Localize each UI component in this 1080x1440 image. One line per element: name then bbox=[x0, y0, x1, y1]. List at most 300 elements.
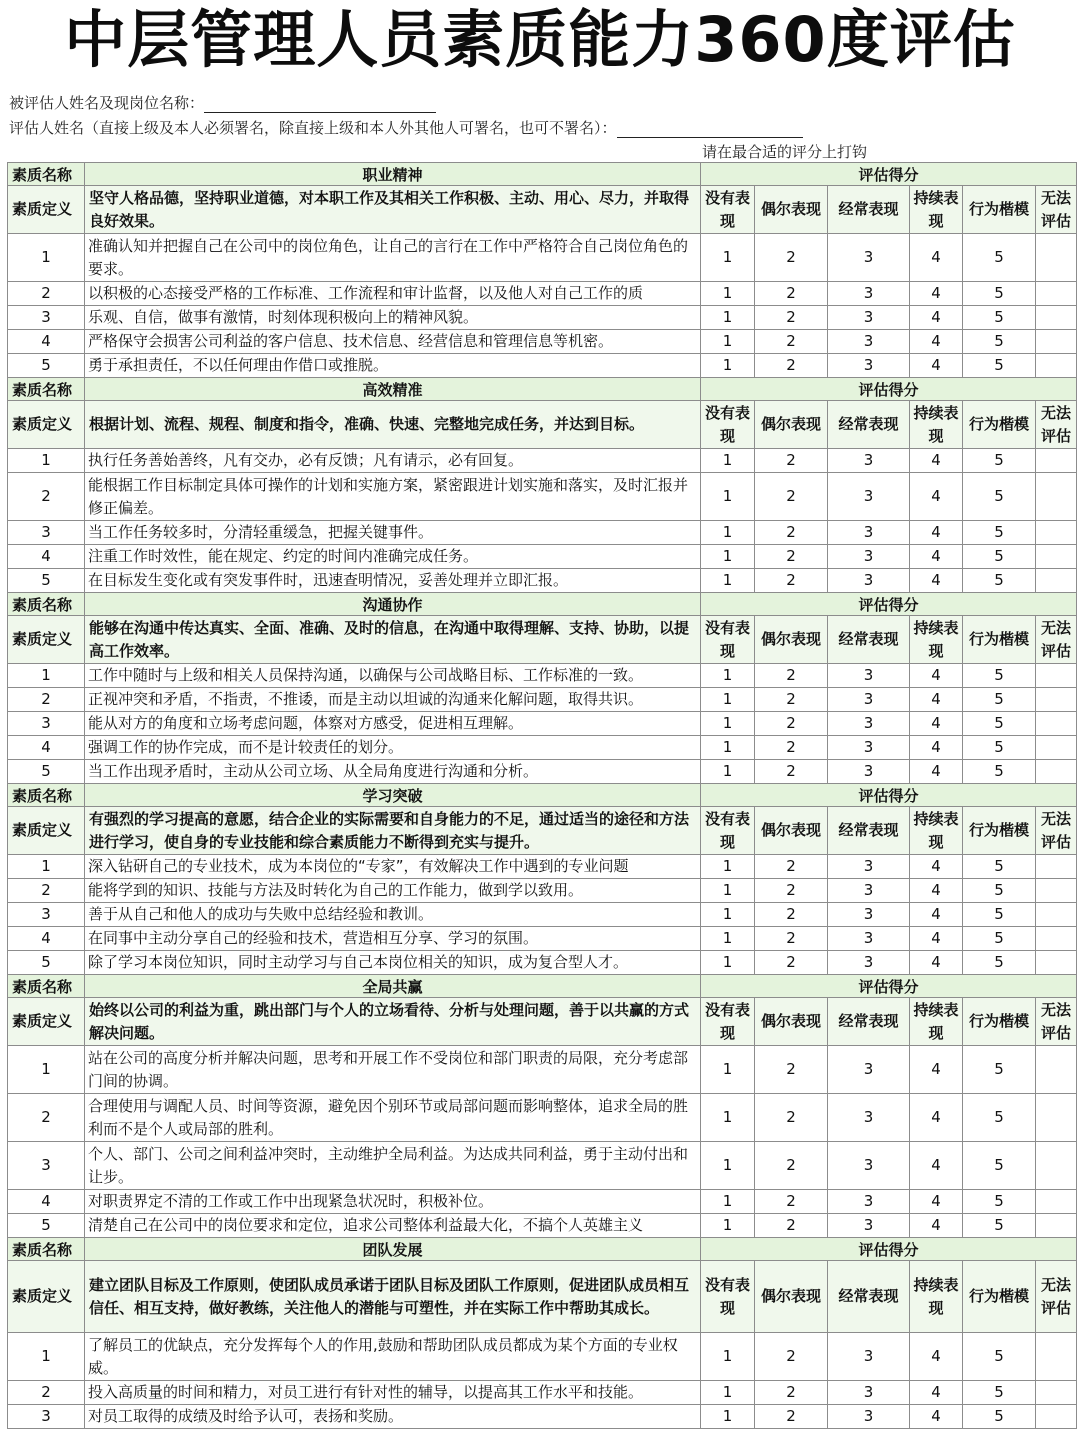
item-row bbox=[8, 545, 1077, 569]
score-option[interactable]: 5 bbox=[963, 521, 1036, 545]
level-header: 偶尔表现 bbox=[755, 186, 828, 234]
score-option[interactable]: 1 bbox=[701, 879, 755, 903]
level-header: 偶尔表现 bbox=[755, 401, 828, 449]
score-option[interactable]: 2 bbox=[755, 1142, 828, 1190]
level-header: 没有表现 bbox=[701, 401, 755, 449]
score-option[interactable]: 4 bbox=[910, 1142, 963, 1190]
item-text: 在目标发生变化或有突发事件时，迅速查明情况，妥善处理并立即汇报。 bbox=[85, 569, 701, 593]
score-option[interactable]: 2 bbox=[755, 927, 828, 951]
score-option[interactable]: 5 bbox=[963, 1405, 1036, 1429]
name-label: 素质名称 bbox=[8, 593, 85, 616]
level-header: 偶尔表现 bbox=[755, 1261, 828, 1333]
score-option[interactable]: 2 bbox=[755, 569, 828, 593]
score-option[interactable]: 5 bbox=[963, 1214, 1036, 1238]
section-header-row bbox=[8, 784, 1077, 807]
not-assessable-option[interactable] bbox=[1036, 354, 1077, 378]
score-option[interactable]: 1 bbox=[701, 1094, 755, 1142]
score-option[interactable]: 3 bbox=[828, 879, 910, 903]
level-header: 没有表现 bbox=[701, 186, 755, 234]
score-option[interactable]: 4 bbox=[910, 903, 963, 927]
score-option[interactable]: 2 bbox=[755, 449, 828, 473]
level-header: 行为楷模 bbox=[963, 807, 1036, 855]
score-option[interactable]: 1 bbox=[701, 736, 755, 760]
item-number: 4 bbox=[8, 545, 85, 569]
not-assessable-option[interactable] bbox=[1036, 282, 1077, 306]
score-option[interactable]: 1 bbox=[701, 330, 755, 354]
item-text: 注重工作时效性，能在规定、约定的时间内准确完成任务。 bbox=[85, 545, 701, 569]
score-option[interactable]: 3 bbox=[828, 521, 910, 545]
item-text: 能从对方的角度和立场考虑问题，体察对方感受，促进相互理解。 bbox=[85, 712, 701, 736]
score-option[interactable]: 3 bbox=[828, 712, 910, 736]
item-text: 正视冲突和矛盾，不指责，不推诿，而是主动以坦诚的沟通来化解问题，取得共识。 bbox=[85, 688, 701, 712]
item-text: 乐观、自信，做事有激情，时刻体现积极向上的精神风貌。 bbox=[85, 306, 701, 330]
score-option[interactable]: 3 bbox=[828, 951, 910, 975]
score-option[interactable]: 4 bbox=[910, 736, 963, 760]
score-option[interactable]: 5 bbox=[963, 306, 1036, 330]
level-header: 无法评估 bbox=[1036, 616, 1077, 664]
level-header: 行为楷模 bbox=[963, 616, 1036, 664]
level-header: 持续表现 bbox=[910, 401, 963, 449]
item-row bbox=[8, 282, 1077, 306]
score-option[interactable]: 2 bbox=[755, 1190, 828, 1214]
score-option[interactable]: 2 bbox=[755, 664, 828, 688]
not-assessable-option[interactable] bbox=[1036, 736, 1077, 760]
section-definition-row bbox=[8, 616, 1077, 664]
level-header: 无法评估 bbox=[1036, 998, 1077, 1046]
score-option[interactable]: 1 bbox=[701, 688, 755, 712]
level-header: 偶尔表现 bbox=[755, 807, 828, 855]
score-option[interactable]: 2 bbox=[755, 330, 828, 354]
score-option[interactable]: 1 bbox=[701, 234, 755, 282]
score-option[interactable]: 5 bbox=[963, 234, 1036, 282]
definition-label: 素质定义 bbox=[8, 807, 85, 855]
score-option[interactable]: 2 bbox=[755, 545, 828, 569]
score-option[interactable]: 1 bbox=[701, 1190, 755, 1214]
evaluator-label: 评估人姓名（直接上级及本人必须署名，除直接上级和本人外其他人可署名，也可不署名）： bbox=[9, 119, 617, 137]
score-option[interactable]: 3 bbox=[828, 664, 910, 688]
score-option[interactable]: 4 bbox=[910, 1381, 963, 1405]
item-number: 1 bbox=[8, 234, 85, 282]
not-assessable-option[interactable] bbox=[1036, 855, 1077, 879]
score-option[interactable]: 3 bbox=[828, 927, 910, 951]
item-text: 准确认知并把握自己在公司中的岗位角色，让自己的言行在工作中严格符合自己岗位角色的要求。 bbox=[85, 234, 701, 282]
level-header: 没有表现 bbox=[701, 616, 755, 664]
section-name: 学习突破 bbox=[85, 784, 701, 807]
score-option[interactable]: 5 bbox=[963, 545, 1036, 569]
score-option[interactable]: 1 bbox=[701, 545, 755, 569]
level-header: 持续表现 bbox=[910, 186, 963, 234]
score-option[interactable]: 2 bbox=[755, 855, 828, 879]
section-name: 团队发展 bbox=[85, 1238, 701, 1261]
score-option[interactable]: 4 bbox=[910, 330, 963, 354]
level-header: 偶尔表现 bbox=[755, 998, 828, 1046]
score-option[interactable]: 4 bbox=[910, 1094, 963, 1142]
item-row bbox=[8, 1046, 1077, 1094]
item-text: 勇于承担责任，不以任何理由作借口或推脱。 bbox=[85, 354, 701, 378]
score-option[interactable]: 3 bbox=[828, 1190, 910, 1214]
level-header: 无法评估 bbox=[1036, 401, 1077, 449]
score-option[interactable]: 3 bbox=[828, 1094, 910, 1142]
score-option[interactable]: 5 bbox=[963, 927, 1036, 951]
score-option[interactable]: 1 bbox=[701, 903, 755, 927]
section-definition-row bbox=[8, 998, 1077, 1046]
score-option[interactable]: 1 bbox=[701, 1381, 755, 1405]
not-assessable-option[interactable] bbox=[1036, 1094, 1077, 1142]
item-text: 执行任务善始善终，凡有交办，必有反馈；凡有请示，必有回复。 bbox=[85, 449, 701, 473]
score-option[interactable]: 1 bbox=[701, 449, 755, 473]
score-option[interactable]: 2 bbox=[755, 1094, 828, 1142]
not-assessable-option[interactable] bbox=[1036, 1405, 1077, 1429]
score-option[interactable]: 1 bbox=[701, 1142, 755, 1190]
item-row bbox=[8, 1190, 1077, 1214]
score-option[interactable]: 2 bbox=[755, 1046, 828, 1094]
score-option[interactable]: 2 bbox=[755, 951, 828, 975]
item-row bbox=[8, 903, 1077, 927]
score-option[interactable]: 4 bbox=[910, 1046, 963, 1094]
score-option[interactable]: 5 bbox=[963, 282, 1036, 306]
item-number: 1 bbox=[8, 1333, 85, 1381]
level-header: 没有表现 bbox=[701, 807, 755, 855]
score-option[interactable]: 1 bbox=[701, 282, 755, 306]
score-option[interactable]: 3 bbox=[828, 1214, 910, 1238]
score-option[interactable]: 3 bbox=[828, 545, 910, 569]
level-header: 偶尔表现 bbox=[755, 616, 828, 664]
evaluator-line bbox=[9, 117, 803, 138]
item-number: 5 bbox=[8, 1214, 85, 1238]
not-assessable-option[interactable] bbox=[1036, 903, 1077, 927]
item-text: 工作中随时与上级和相关人员保持沟通，以确保与公司战略目标、工作标准的一致。 bbox=[85, 664, 701, 688]
item-row bbox=[8, 234, 1077, 282]
section-header-row bbox=[8, 975, 1077, 998]
section-definition-row bbox=[8, 1261, 1077, 1333]
section-definition-row bbox=[8, 186, 1077, 234]
score-option[interactable]: 5 bbox=[963, 736, 1036, 760]
item-number: 2 bbox=[8, 1094, 85, 1142]
not-assessable-option[interactable] bbox=[1036, 879, 1077, 903]
score-option[interactable]: 3 bbox=[828, 569, 910, 593]
section-name: 高效精准 bbox=[85, 378, 701, 401]
item-text: 深入钻研自己的专业技术，成为本岗位的“专家”，有效解决工作中遇到的专业问题 bbox=[85, 855, 701, 879]
score-option[interactable]: 1 bbox=[701, 306, 755, 330]
score-option[interactable]: 4 bbox=[910, 855, 963, 879]
item-row bbox=[8, 569, 1077, 593]
level-header: 无法评估 bbox=[1036, 807, 1077, 855]
score-option[interactable]: 1 bbox=[701, 354, 755, 378]
page-title: 中层管理人员素质能力360度评估 bbox=[64, 3, 1016, 76]
score-option[interactable]: 2 bbox=[755, 1405, 828, 1429]
score-option[interactable]: 3 bbox=[828, 1142, 910, 1190]
item-number: 3 bbox=[8, 1405, 85, 1429]
item-row bbox=[8, 1333, 1077, 1381]
score-option[interactable]: 1 bbox=[701, 473, 755, 521]
score-option[interactable]: 3 bbox=[828, 1381, 910, 1405]
score-option[interactable]: 1 bbox=[701, 1405, 755, 1429]
item-number: 2 bbox=[8, 879, 85, 903]
score-option[interactable]: 2 bbox=[755, 1333, 828, 1381]
instruction-hint: 请在最合适的评分上打钩 bbox=[702, 143, 868, 161]
score-option[interactable]: 5 bbox=[963, 855, 1036, 879]
item-number: 3 bbox=[8, 306, 85, 330]
section-name: 全局共赢 bbox=[85, 975, 701, 998]
item-text: 投入高质量的时间和精力，对员工进行有针对性的辅导，以提高其工作水平和技能。 bbox=[85, 1381, 701, 1405]
item-number: 3 bbox=[8, 1142, 85, 1190]
level-header: 无法评估 bbox=[1036, 1261, 1077, 1333]
not-assessable-option[interactable] bbox=[1036, 1214, 1077, 1238]
level-header: 经常表现 bbox=[828, 186, 910, 234]
item-row bbox=[8, 354, 1077, 378]
score-option[interactable]: 1 bbox=[701, 951, 755, 975]
not-assessable-option[interactable] bbox=[1036, 521, 1077, 545]
score-option[interactable]: 3 bbox=[828, 449, 910, 473]
score-option[interactable]: 5 bbox=[963, 1046, 1036, 1094]
name-label: 素质名称 bbox=[8, 378, 85, 401]
item-row bbox=[8, 712, 1077, 736]
item-number: 1 bbox=[8, 1046, 85, 1094]
score-option[interactable]: 3 bbox=[828, 306, 910, 330]
score-option[interactable]: 5 bbox=[963, 1190, 1036, 1214]
item-row bbox=[8, 1094, 1077, 1142]
score-option[interactable]: 4 bbox=[910, 473, 963, 521]
score-header: 评估得分 bbox=[701, 784, 1077, 807]
score-option[interactable]: 4 bbox=[910, 688, 963, 712]
not-assessable-option[interactable] bbox=[1036, 760, 1077, 784]
item-number: 4 bbox=[8, 927, 85, 951]
score-option[interactable]: 2 bbox=[755, 1381, 828, 1405]
level-header: 没有表现 bbox=[701, 998, 755, 1046]
score-option[interactable]: 2 bbox=[755, 473, 828, 521]
score-option[interactable]: 4 bbox=[910, 569, 963, 593]
score-option[interactable]: 5 bbox=[963, 1094, 1036, 1142]
score-option[interactable]: 5 bbox=[963, 1381, 1036, 1405]
score-option[interactable]: 4 bbox=[910, 664, 963, 688]
score-option[interactable]: 4 bbox=[910, 927, 963, 951]
score-option[interactable]: 1 bbox=[701, 1333, 755, 1381]
score-option[interactable]: 2 bbox=[755, 879, 828, 903]
not-assessable-option[interactable] bbox=[1036, 664, 1077, 688]
score-option[interactable]: 5 bbox=[963, 664, 1036, 688]
item-text: 严格保守会损害公司利益的客户信息、技术信息、经营信息和管理信息等机密。 bbox=[85, 330, 701, 354]
score-option[interactable]: 4 bbox=[910, 760, 963, 784]
score-option[interactable]: 3 bbox=[828, 688, 910, 712]
item-number: 4 bbox=[8, 736, 85, 760]
evaluation-table bbox=[7, 162, 1077, 1429]
section-definition-row bbox=[8, 807, 1077, 855]
score-option[interactable]: 5 bbox=[963, 760, 1036, 784]
section-definition: 始终以公司的利益为重，跳出部门与个人的立场看待、分析与处理问题，善于以共赢的方式解决问题。 bbox=[85, 998, 701, 1046]
section-definition: 有强烈的学习提高的意愿，结合企业的实际需要和自身能力的不足，通过适当的途径和方法进行学习，使自身的专业技能和综合素质能力不断得到充实与提升。 bbox=[85, 807, 701, 855]
score-option[interactable]: 4 bbox=[910, 1333, 963, 1381]
score-option[interactable]: 3 bbox=[828, 234, 910, 282]
not-assessable-option[interactable] bbox=[1036, 1046, 1077, 1094]
item-text: 清楚自己在公司中的岗位要求和定位，追求公司整体利益最大化，不搞个人英雄主义 bbox=[85, 1214, 701, 1238]
item-text: 能将学到的知识、技能与方法及时转化为自己的工作能力，做到学以致用。 bbox=[85, 879, 701, 903]
level-header: 行为楷模 bbox=[963, 1261, 1036, 1333]
score-header: 评估得分 bbox=[701, 378, 1077, 401]
score-option[interactable]: 5 bbox=[963, 473, 1036, 521]
name-label: 素质名称 bbox=[8, 163, 85, 186]
score-option[interactable]: 5 bbox=[963, 951, 1036, 975]
score-option[interactable]: 1 bbox=[701, 927, 755, 951]
not-assessable-option[interactable] bbox=[1036, 1190, 1077, 1214]
score-option[interactable]: 4 bbox=[910, 951, 963, 975]
score-option[interactable]: 2 bbox=[755, 712, 828, 736]
score-option[interactable]: 5 bbox=[963, 879, 1036, 903]
not-assessable-option[interactable] bbox=[1036, 569, 1077, 593]
not-assessable-option[interactable] bbox=[1036, 545, 1077, 569]
item-text: 了解员工的优缺点，充分发挥每个人的作用,鼓励和帮助团队成员都成为某个方面的专业权威。 bbox=[85, 1333, 701, 1381]
item-row bbox=[8, 951, 1077, 975]
score-option[interactable]: 4 bbox=[910, 545, 963, 569]
score-option[interactable]: 1 bbox=[701, 1046, 755, 1094]
item-row bbox=[8, 927, 1077, 951]
level-header: 经常表现 bbox=[828, 616, 910, 664]
item-row bbox=[8, 855, 1077, 879]
item-number: 5 bbox=[8, 569, 85, 593]
score-option[interactable]: 5 bbox=[963, 1142, 1036, 1190]
score-option[interactable]: 2 bbox=[755, 521, 828, 545]
score-option[interactable]: 1 bbox=[701, 855, 755, 879]
not-assessable-option[interactable] bbox=[1036, 712, 1077, 736]
item-row bbox=[8, 449, 1077, 473]
item-row bbox=[8, 664, 1077, 688]
not-assessable-option[interactable] bbox=[1036, 927, 1077, 951]
score-option[interactable]: 4 bbox=[910, 234, 963, 282]
evaluatee-line bbox=[9, 92, 436, 113]
level-header: 行为楷模 bbox=[963, 401, 1036, 449]
section-definition: 坚守人格品德，坚持职业道德，对本职工作及其相关工作积极、主动、用心、尽力，并取得良好效果。 bbox=[85, 186, 701, 234]
item-number: 2 bbox=[8, 688, 85, 712]
not-assessable-option[interactable] bbox=[1036, 1381, 1077, 1405]
item-text: 当工作出现矛盾时，主动从公司立场、从全局角度进行沟通和分析。 bbox=[85, 760, 701, 784]
score-option[interactable]: 5 bbox=[963, 449, 1036, 473]
evaluatee-blank[interactable] bbox=[204, 96, 436, 113]
score-option[interactable]: 1 bbox=[701, 569, 755, 593]
score-option[interactable]: 5 bbox=[963, 569, 1036, 593]
score-option[interactable]: 4 bbox=[910, 1405, 963, 1429]
item-text: 以积极的心态接受严格的工作标准、工作流程和审计监督，以及他人对自己工作的质 bbox=[85, 282, 701, 306]
item-text: 对员工取得的成绩及时给予认可，表扬和奖励。 bbox=[85, 1405, 701, 1429]
level-header: 持续表现 bbox=[910, 1261, 963, 1333]
not-assessable-option[interactable] bbox=[1036, 1142, 1077, 1190]
level-header: 经常表现 bbox=[828, 401, 910, 449]
item-text: 能根据工作目标制定具体可操作的计划和实施方案，紧密跟进计划实施和落实，及时汇报并修正偏差。 bbox=[85, 473, 701, 521]
score-option[interactable]: 4 bbox=[910, 354, 963, 378]
score-option[interactable]: 3 bbox=[828, 354, 910, 378]
not-assessable-option[interactable] bbox=[1036, 951, 1077, 975]
score-option[interactable]: 3 bbox=[828, 736, 910, 760]
name-label: 素质名称 bbox=[8, 784, 85, 807]
score-option[interactable]: 1 bbox=[701, 521, 755, 545]
score-option[interactable]: 2 bbox=[755, 1214, 828, 1238]
level-header: 行为楷模 bbox=[963, 186, 1036, 234]
level-header: 持续表现 bbox=[910, 807, 963, 855]
score-option[interactable]: 4 bbox=[910, 1190, 963, 1214]
name-label: 素质名称 bbox=[8, 975, 85, 998]
item-number: 2 bbox=[8, 473, 85, 521]
not-assessable-option[interactable] bbox=[1036, 688, 1077, 712]
not-assessable-option[interactable] bbox=[1036, 449, 1077, 473]
score-option[interactable]: 2 bbox=[755, 903, 828, 927]
score-option[interactable]: 1 bbox=[701, 712, 755, 736]
item-text: 强调工作的协作完成，而不是计较责任的划分。 bbox=[85, 736, 701, 760]
item-number: 4 bbox=[8, 1190, 85, 1214]
section-name: 沟通协作 bbox=[85, 593, 701, 616]
section-definition: 能够在沟通中传达真实、全面、准确、及时的信息，在沟通中取得理解、支持、协助，以提高工作效率。 bbox=[85, 616, 701, 664]
score-option[interactable]: 5 bbox=[963, 354, 1036, 378]
item-number: 3 bbox=[8, 903, 85, 927]
section-definition-row bbox=[8, 401, 1077, 449]
item-row bbox=[8, 688, 1077, 712]
score-header: 评估得分 bbox=[701, 163, 1077, 186]
item-number: 1 bbox=[8, 664, 85, 688]
score-option[interactable]: 4 bbox=[910, 1214, 963, 1238]
score-option[interactable]: 2 bbox=[755, 234, 828, 282]
item-row bbox=[8, 1405, 1077, 1429]
score-option[interactable]: 4 bbox=[910, 521, 963, 545]
level-header: 没有表现 bbox=[701, 1261, 755, 1333]
score-option[interactable]: 5 bbox=[963, 903, 1036, 927]
score-option[interactable]: 3 bbox=[828, 473, 910, 521]
score-option[interactable]: 3 bbox=[828, 1405, 910, 1429]
score-option[interactable]: 2 bbox=[755, 736, 828, 760]
score-option[interactable]: 2 bbox=[755, 760, 828, 784]
item-row bbox=[8, 879, 1077, 903]
score-option[interactable]: 2 bbox=[755, 306, 828, 330]
score-option[interactable]: 5 bbox=[963, 1333, 1036, 1381]
evaluator-blank[interactable] bbox=[617, 121, 803, 138]
not-assessable-option[interactable] bbox=[1036, 330, 1077, 354]
score-option[interactable]: 3 bbox=[828, 855, 910, 879]
score-option[interactable]: 2 bbox=[755, 282, 828, 306]
item-row bbox=[8, 736, 1077, 760]
level-header: 经常表现 bbox=[828, 1261, 910, 1333]
score-option[interactable]: 3 bbox=[828, 903, 910, 927]
score-option[interactable]: 3 bbox=[828, 282, 910, 306]
score-option[interactable]: 5 bbox=[963, 712, 1036, 736]
score-option[interactable]: 4 bbox=[910, 306, 963, 330]
score-option[interactable]: 3 bbox=[828, 1333, 910, 1381]
score-option[interactable]: 3 bbox=[828, 1046, 910, 1094]
not-assessable-option[interactable] bbox=[1036, 473, 1077, 521]
score-option[interactable]: 4 bbox=[910, 879, 963, 903]
score-option[interactable]: 1 bbox=[701, 760, 755, 784]
score-option[interactable]: 3 bbox=[828, 760, 910, 784]
score-option[interactable]: 4 bbox=[910, 712, 963, 736]
not-assessable-option[interactable] bbox=[1036, 306, 1077, 330]
not-assessable-option[interactable] bbox=[1036, 1333, 1077, 1381]
score-header: 评估得分 bbox=[701, 975, 1077, 998]
score-option[interactable]: 1 bbox=[701, 1214, 755, 1238]
score-option[interactable]: 5 bbox=[963, 330, 1036, 354]
item-number: 1 bbox=[8, 449, 85, 473]
score-option[interactable]: 2 bbox=[755, 354, 828, 378]
score-option[interactable]: 3 bbox=[828, 330, 910, 354]
item-text: 对职责界定不清的工作或工作中出现紧急状况时，积极补位。 bbox=[85, 1190, 701, 1214]
section-header-row bbox=[8, 1238, 1077, 1261]
item-text: 个人、部门、公司之间利益冲突时，主动维护全局利益。为达成共同利益，勇于主动付出和让步。 bbox=[85, 1142, 701, 1190]
score-option[interactable]: 4 bbox=[910, 449, 963, 473]
item-text: 站在公司的高度分析并解决问题，思考和开展工作不受岗位和部门职责的局限，充分考虑部门间的协调。 bbox=[85, 1046, 701, 1094]
level-header: 经常表现 bbox=[828, 998, 910, 1046]
item-number: 5 bbox=[8, 354, 85, 378]
item-number: 4 bbox=[8, 330, 85, 354]
score-option[interactable]: 5 bbox=[963, 688, 1036, 712]
score-option[interactable]: 1 bbox=[701, 664, 755, 688]
item-row bbox=[8, 1381, 1077, 1405]
not-assessable-option[interactable] bbox=[1036, 234, 1077, 282]
score-option[interactable]: 4 bbox=[910, 282, 963, 306]
score-option[interactable]: 2 bbox=[755, 688, 828, 712]
